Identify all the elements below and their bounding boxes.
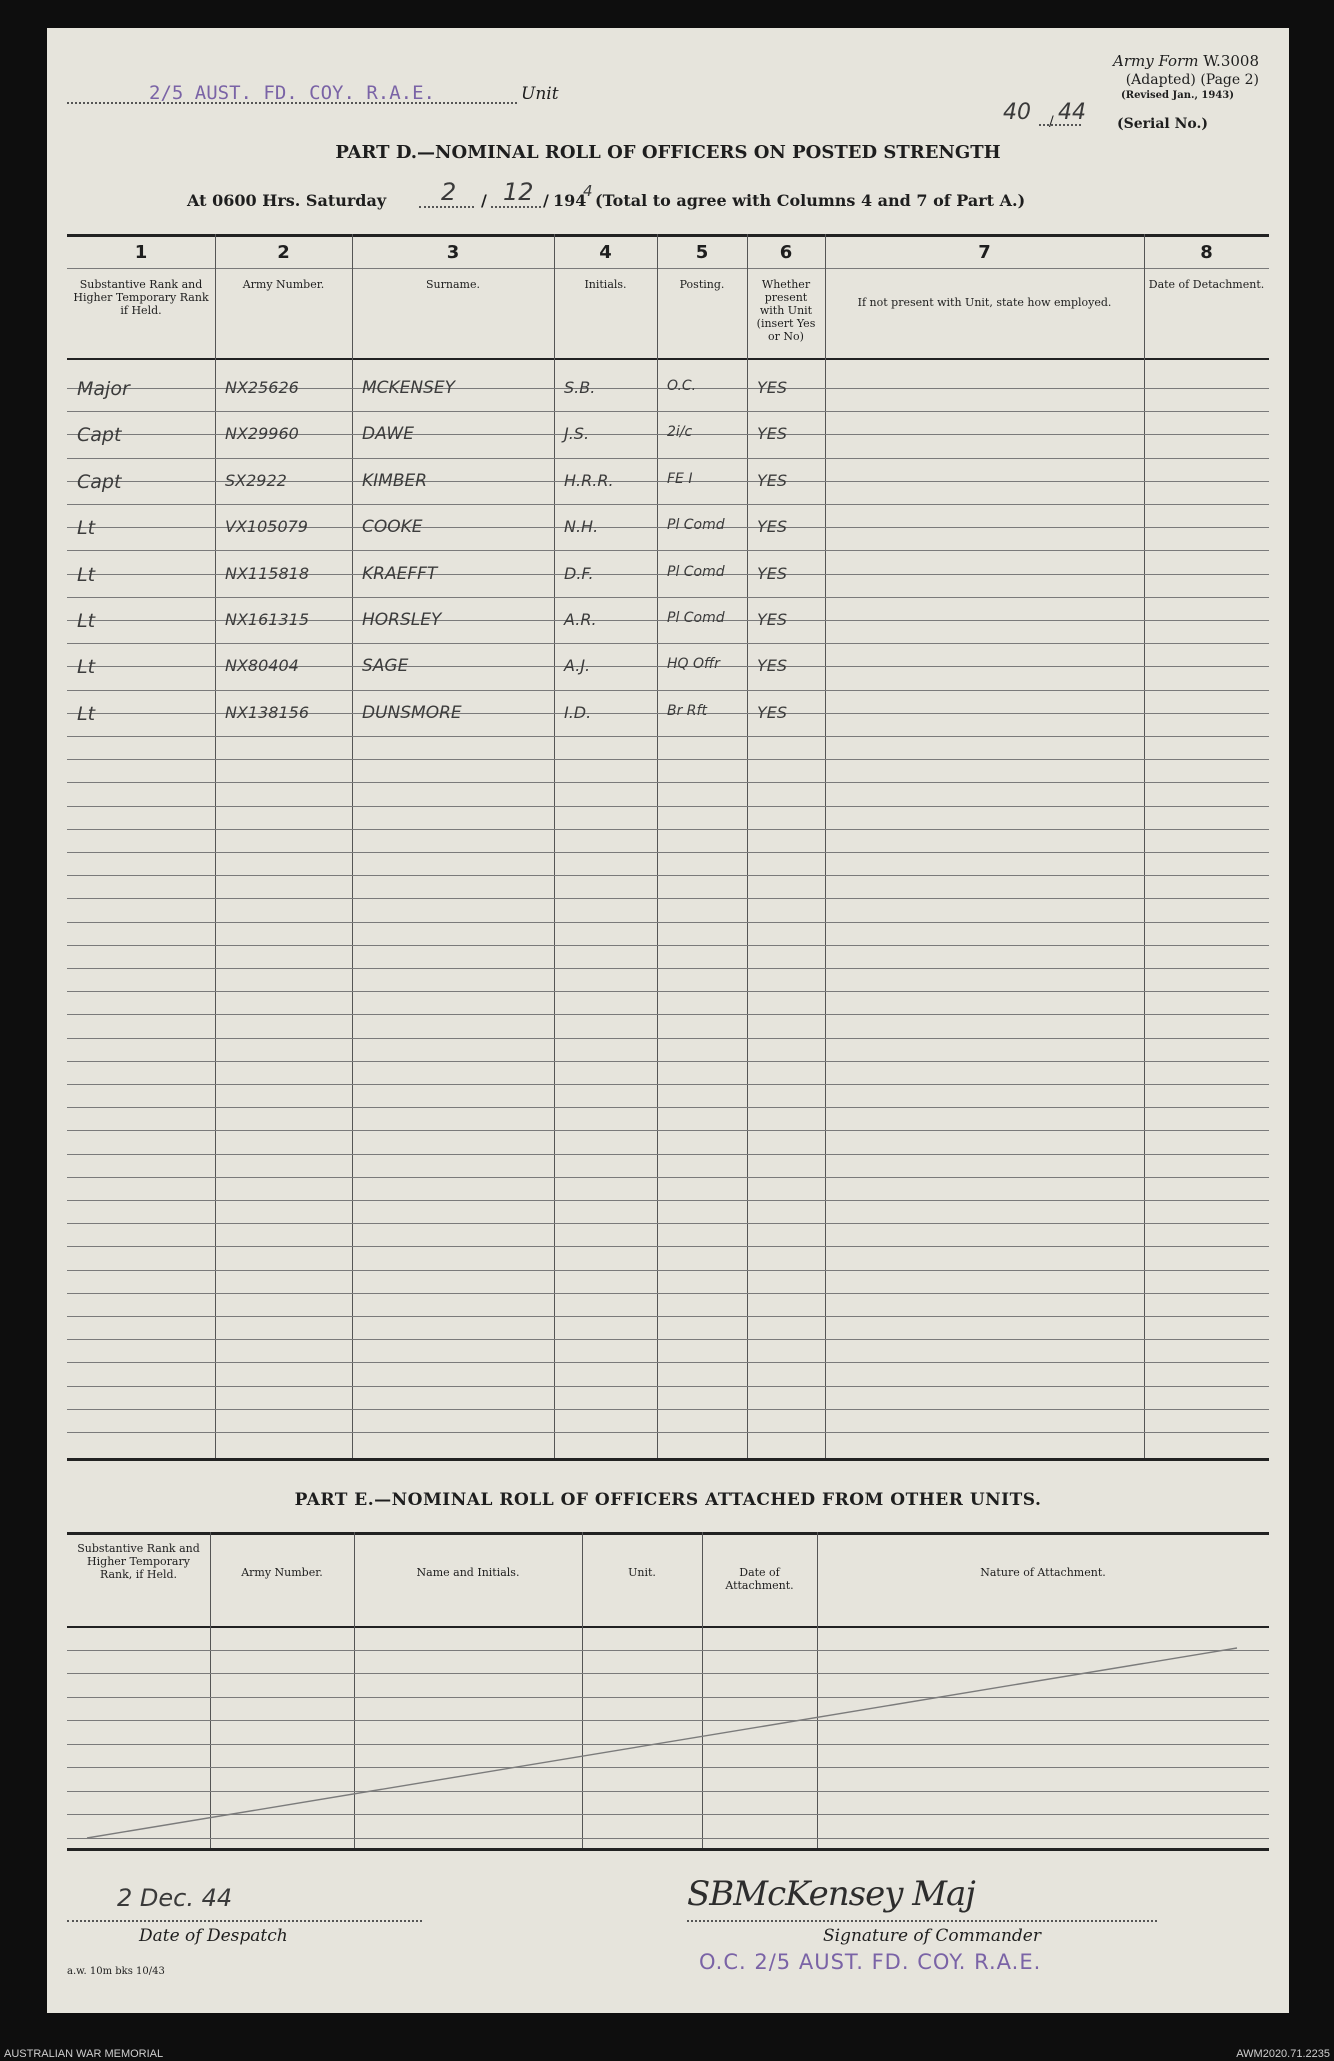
officer-cell: NX29960 — [225, 424, 299, 443]
part-d-ruled-line — [67, 875, 1269, 876]
part-d-ruled-line — [67, 736, 1269, 737]
officer-cell: N.H. — [564, 517, 599, 536]
part-d-ruled-line — [67, 550, 1269, 551]
unit-value: 2/5 AUST. FD. COY. R.A.E. — [149, 82, 435, 104]
serial-slash: / — [1049, 114, 1054, 130]
part-d-ruled-line — [67, 782, 1269, 783]
officer-cell: HORSLEY — [362, 610, 442, 630]
part-e-header-rule — [67, 1626, 1269, 1628]
part-d-header-rule — [67, 358, 1269, 360]
part-d-col-header: Initials. — [584, 278, 627, 291]
part-d-col-number: 1 — [134, 242, 148, 263]
part-e-col-header: Date of Attachment. — [725, 1566, 794, 1592]
part-d-col-header: Whether present with Unit (insert Yes or No) — [756, 278, 816, 343]
part-e-col-header: Unit. — [628, 1566, 656, 1579]
officer-cell: SX2922 — [225, 471, 287, 490]
part-d-ruled-line — [67, 411, 1269, 412]
part-e-ruled-line — [67, 1767, 1269, 1768]
part-e-col-header: Substantive Rank and Higher Temporary Rank, if Held. — [77, 1542, 200, 1581]
part-d-col-header: Army Number. — [242, 278, 325, 291]
part-d-col-divider — [352, 234, 353, 1458]
despatch-line — [67, 1920, 422, 1922]
officer-cell: NX115818 — [225, 564, 310, 583]
officer-cell: YES — [757, 703, 788, 722]
officer-cell: NX161315 — [225, 610, 310, 629]
part-e-col-header: Name and Initials. — [416, 1566, 520, 1579]
date-day-field — [419, 178, 479, 208]
signature: SBMcKensey Maj — [687, 1874, 975, 1914]
cancel-line — [47, 28, 1289, 2013]
officer-cell: COOKE — [362, 517, 423, 537]
part-d-col-number: 5 — [695, 242, 709, 263]
part-e-col-header: Army Number. — [241, 1566, 323, 1579]
part-d-ruled-line — [67, 1246, 1269, 1247]
officer-cell: Major — [77, 378, 130, 400]
part-d-ruled-line — [67, 1200, 1269, 1201]
part-d-col-number: 4 — [599, 242, 612, 263]
part-d-col-number: 3 — [446, 242, 460, 263]
part-d-ruled-line — [67, 1223, 1269, 1224]
officer-cell: Lt — [77, 517, 96, 539]
officer-cell: 2i/c — [667, 424, 693, 440]
part-d-col-header: Surname. — [426, 278, 480, 291]
part-d-ruled-line — [67, 1038, 1269, 1039]
form-id — [1113, 52, 1259, 70]
officer-cell: YES — [757, 378, 788, 397]
part-e-ruled-line — [67, 1791, 1269, 1792]
archive-credit: AUSTRALIAN WAR MEMORIAL — [4, 2048, 164, 2060]
part-e-title: PART E.—NOMINAL ROLL OF OFFICERS ATTACHED FROM OTHER UNITS. — [294, 1490, 1042, 1510]
officer-cell: NX138156 — [225, 703, 310, 722]
month-dots — [491, 206, 541, 208]
part-e-col-divider — [354, 1532, 355, 1848]
officer-cell: Lt — [77, 656, 96, 678]
part-d-ruled-line — [67, 643, 1269, 644]
part-d-ruled-line — [67, 829, 1269, 830]
serial-b: 44 — [1058, 100, 1086, 125]
unit-label: Unit — [521, 84, 559, 104]
form-revised: (Revised Jan., 1943) — [1121, 90, 1234, 101]
part-d-ruled-line — [67, 1293, 1269, 1294]
part-d-ruled-line — [67, 806, 1269, 807]
part-d-col-divider — [657, 234, 658, 1458]
serial-number — [1003, 100, 1091, 130]
officer-cell: KIMBER — [362, 471, 428, 491]
officer-cell: NX80404 — [225, 656, 299, 675]
officer-cell: SAGE — [362, 656, 409, 676]
officer-cell: YES — [757, 656, 788, 675]
date-slash-2: / — [543, 191, 549, 210]
part-d-ruled-line — [67, 1154, 1269, 1155]
part-d-col-header: Posting. — [679, 278, 725, 291]
part-d-ruled-line — [67, 945, 1269, 946]
officer-cell: Lt — [77, 703, 96, 725]
archive-id: AWM2020.71.2235 — [1236, 2048, 1330, 2060]
officer-cell: S.B. — [564, 378, 596, 397]
officer-cell: Capt — [77, 424, 122, 446]
form-number: W.3008 — [1203, 52, 1259, 70]
despatch-label: Date of Despatch — [139, 1926, 288, 1946]
print-code: a.w. 10m bks 10/43 — [67, 1966, 165, 1977]
part-d-ruled-line — [67, 1061, 1269, 1062]
despatch-value: 2 Dec. 44 — [117, 1884, 233, 1912]
officer-cell: Lt — [77, 564, 96, 586]
officer-cell: A.R. — [564, 610, 597, 629]
officer-cell: A.J. — [564, 656, 591, 675]
part-e-col-divider — [702, 1532, 703, 1848]
part-d-col-header: If not present with Unit, state how employed. — [857, 296, 1112, 309]
part-d-col-header: Substantive Rank and Higher Temporary Rank if Held. — [73, 278, 209, 317]
officer-cell: Pl Comd — [667, 517, 725, 533]
part-d-ruled-line — [67, 898, 1269, 899]
part-d-ruled-line — [67, 1130, 1269, 1131]
officer-cell: YES — [757, 564, 788, 583]
officer-cell: Lt — [77, 610, 96, 632]
date-slash-1: / — [481, 191, 487, 210]
part-d-col-divider — [554, 234, 555, 1458]
date-year-prefix: 194 — [553, 191, 587, 210]
part-e-col-divider — [210, 1532, 211, 1848]
part-d-number-rule — [67, 268, 1269, 269]
part-d-ruled-line — [67, 991, 1269, 992]
part-e-ruled-line — [67, 1697, 1269, 1698]
unit-stamp: O.C. 2/5 AUST. FD. COY. R.A.E. — [699, 1950, 1042, 1974]
part-d-col-number: 6 — [779, 242, 793, 263]
officer-cell: I.D. — [564, 703, 592, 722]
part-d-ruled-line — [67, 852, 1269, 853]
part-e-ruled-line — [67, 1673, 1269, 1674]
part-d-ruled-line — [67, 1084, 1269, 1085]
part-d-col-divider — [825, 234, 826, 1458]
officer-cell: D.F. — [564, 564, 594, 583]
part-d-col-divider — [1144, 234, 1145, 1458]
part-e-ruled-line — [67, 1838, 1269, 1839]
part-e-col-header: Nature of Attachment. — [980, 1566, 1106, 1579]
officer-cell: J.S. — [564, 424, 590, 443]
part-d-col-header: Date of Detachment. — [1148, 278, 1265, 291]
part-d-ruled-line — [67, 759, 1269, 760]
part-e-ruled-line — [67, 1814, 1269, 1815]
officer-cell: YES — [757, 610, 788, 629]
part-d-ruled-line — [67, 690, 1269, 691]
part-d-ruled-line — [67, 1270, 1269, 1271]
officer-cell: Pl Comd — [667, 564, 725, 580]
part-d-ruled-line — [67, 1339, 1269, 1340]
part-d-ruled-line — [67, 1014, 1269, 1015]
part-d-title: PART D.—NOMINAL ROLL OF OFFICERS ON POSTED STRENGTH — [335, 142, 1001, 163]
part-e-ruled-line — [67, 1720, 1269, 1721]
part-d-ruled-line — [67, 1316, 1269, 1317]
part-e-col-divider — [582, 1532, 583, 1848]
part-d-ruled-line — [67, 1177, 1269, 1178]
officer-cell: FE I — [667, 471, 693, 487]
date-year-digit: 4 — [583, 182, 593, 200]
officer-cell: Pl Comd — [667, 610, 725, 626]
part-d-ruled-line — [67, 1107, 1269, 1108]
officer-cell: MCKENSEY — [362, 378, 456, 398]
date-month: 12 — [503, 178, 534, 206]
part-d-ruled-line — [67, 1409, 1269, 1410]
part-e-bottom-rule — [67, 1848, 1269, 1851]
day-dots — [419, 206, 474, 208]
part-d-at: At 0600 Hrs. Saturday — [187, 191, 387, 210]
part-e-ruled-line — [67, 1744, 1269, 1745]
part-d-bottom-rule — [67, 1458, 1269, 1461]
officer-cell: Capt — [77, 471, 122, 493]
part-d-ruled-line — [67, 968, 1269, 969]
form-adapted: (Adapted) (Page 2) — [1125, 72, 1259, 88]
officer-cell: NX25626 — [225, 378, 299, 397]
serial-label: (Serial No.) — [1117, 116, 1208, 132]
part-d-ruled-line — [67, 458, 1269, 459]
officer-cell: KRAEFFT — [362, 564, 438, 584]
signature-label: Signature of Commander — [823, 1926, 1041, 1946]
officer-cell: O.C. — [667, 378, 697, 394]
part-d-col-number: 2 — [277, 242, 290, 263]
officer-cell: H.R.R. — [564, 471, 614, 490]
part-e-ruled-line — [67, 1650, 1269, 1651]
part-d-top-rule — [67, 234, 1269, 237]
signature-line — [687, 1920, 1157, 1922]
officer-cell: DAWE — [362, 424, 414, 444]
officer-cell: Br Rft — [667, 703, 707, 719]
form-sheet — [47, 28, 1289, 2013]
date-day: 2 — [441, 178, 457, 206]
part-d-ruled-line — [67, 597, 1269, 598]
part-d-ruled-line — [67, 1386, 1269, 1387]
part-d-ruled-line — [67, 504, 1269, 505]
part-e-top-rule — [67, 1532, 1269, 1535]
part-d-col-divider — [215, 234, 216, 1458]
date-month-field — [491, 178, 551, 208]
officer-cell: DUNSMORE — [362, 703, 462, 723]
officer-cell: HQ Offr — [667, 656, 720, 672]
part-d-ruled-line — [67, 922, 1269, 923]
part-d-ruled-line — [67, 1362, 1269, 1363]
part-e-col-divider — [817, 1532, 818, 1848]
part-d-col-number: 8 — [1200, 242, 1213, 263]
part-d-ruled-line — [67, 1432, 1269, 1433]
part-d-col-number: 7 — [978, 242, 991, 263]
officer-cell: VX105079 — [225, 517, 308, 536]
serial-a: 40 — [1003, 100, 1031, 125]
part-d-col-divider — [747, 234, 748, 1458]
officer-cell: YES — [757, 471, 788, 490]
officer-cell: YES — [757, 424, 788, 443]
part-d-total-note: (Total to agree with Columns 4 and 7 of Part A.) — [595, 191, 1026, 210]
officer-cell: YES — [757, 517, 788, 536]
form-title: Army Form — [1112, 52, 1199, 70]
